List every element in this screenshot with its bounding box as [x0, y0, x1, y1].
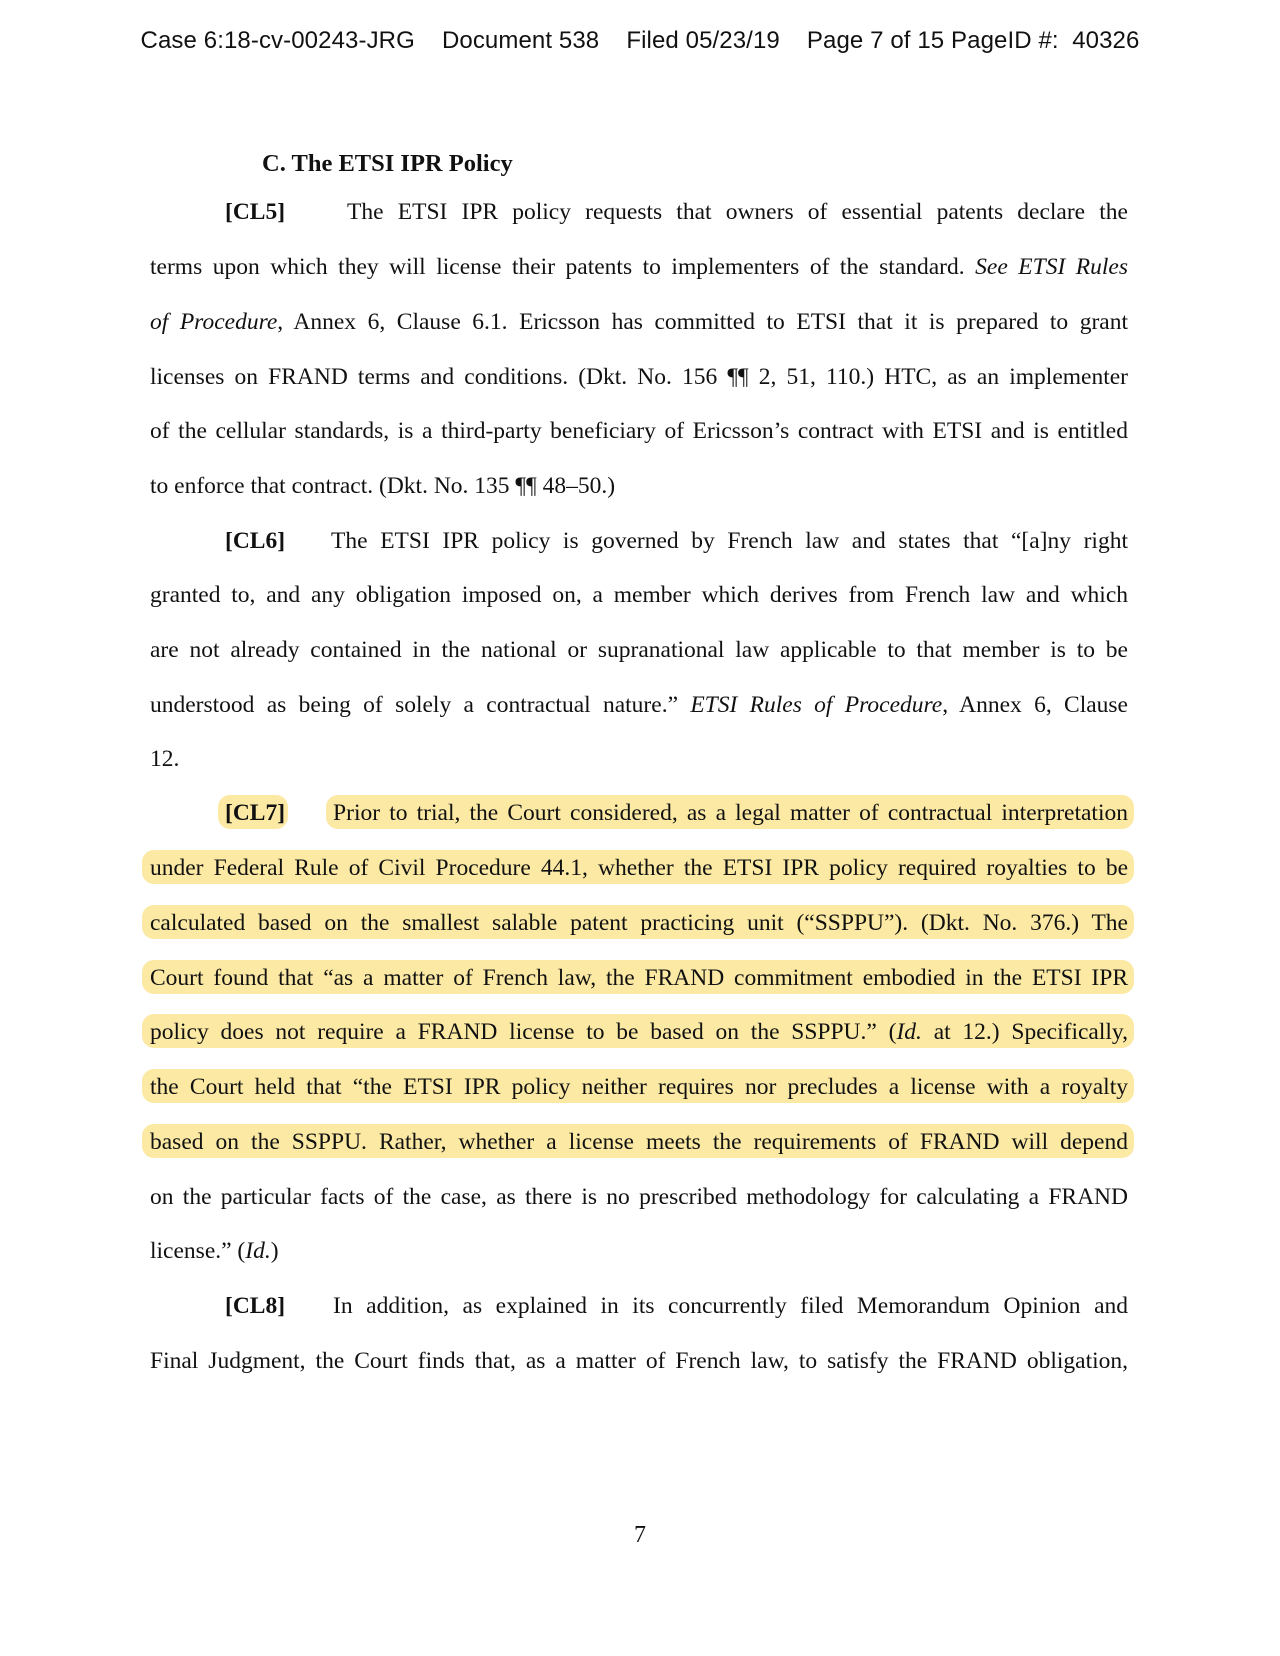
- paragraph-cl5-line-5: of the cellular standards, is a third-party beneficiary of Ericsson’s contract with ETSI and is entitled: [150, 418, 1128, 444]
- case-header: [0, 27, 1280, 55]
- paragraph-cl7-line-5: policy does not require a FRAND license to be based on the SSPPU.” (Id. at 12.) Specifically,: [150, 1019, 1128, 1045]
- paragraph-cl6-line-3: are not already contained in the national or supranational law applicable to that member is to be: [150, 637, 1128, 663]
- paragraph-cl7-line-9: license.” (Id.): [150, 1238, 279, 1264]
- paragraph-cl7-line-2: under Federal Rule of Civil Procedure 44.1, whether the ETSI IPR policy required royalties to be: [150, 855, 1128, 881]
- paragraph-cl5-line-6: to enforce that contract. (Dkt. No. 135 ¶¶ 48–50.): [150, 473, 616, 499]
- paragraph-cl7-line-8: on the particular facts of the case, as there is no prescribed methodology for calculating a FRAND: [150, 1184, 1128, 1210]
- paragraph-cl6-line-5: 12.: [150, 746, 180, 772]
- page-id: PageID #: 40326: [951, 27, 1140, 54]
- paragraph-cl6-line-2: granted to, and any obligation imposed on, a member which derives from French law and which: [150, 582, 1128, 608]
- filed-date: Filed 05/23/19: [626, 27, 780, 54]
- paragraph-label-cl8: [CL8]: [225, 1293, 286, 1319]
- paragraph-cl5-line-4: licenses on FRAND terms and conditions. (Dkt. No. 156 ¶¶ 2, 51, 110.) HTC, as an implementer: [150, 364, 1128, 390]
- paragraph-cl6-line-1: [CL6] The ETSI IPR policy is governed by French law and states that “[a]ny right: [225, 528, 1128, 554]
- page-count: Page 7 of 15: [806, 27, 945, 54]
- paragraph-cl5-line-2: terms upon which they will license their patents to implementers of the standard. See ETSI Rules: [150, 254, 1128, 280]
- case-number: Case 6:18-cv-00243-JRG: [140, 27, 415, 54]
- paragraph-cl5-line-3: of Procedure, Annex 6, Clause 6.1. Ericsson has committed to ETSI that it is prepared to grant: [150, 309, 1128, 335]
- paragraph-cl7-line-1: [CL7] Prior to trial, the Court considered, as a legal matter of contractual interpretation: [225, 800, 1128, 826]
- paragraph-cl5-line-1: [CL5] The ETSI IPR policy requests that owners of essential patents declare the: [225, 199, 1128, 225]
- paragraph-label-cl5: [CL5]: [225, 199, 286, 225]
- page-number: 7: [634, 1522, 646, 1548]
- document-number: Document 538: [441, 27, 600, 54]
- paragraph-label-cl6: [CL6]: [225, 528, 286, 554]
- paragraph-cl6-line-4: understood as being of solely a contractual nature.” ETSI Rules of Procedure, Annex 6, Clause: [150, 692, 1128, 718]
- paragraph-cl8-line-1: [CL8] In addition, as explained in its concurrently filed Memorandum Opinion and: [225, 1293, 1128, 1319]
- paragraph-cl7-line-7: based on the SSPPU. Rather, whether a license meets the requirements of FRAND will depend: [150, 1129, 1128, 1155]
- paragraph-cl7-line-3: calculated based on the smallest salable patent practicing unit (“SSPPU”). (Dkt. No. 376.) The: [150, 910, 1128, 936]
- paragraph-cl7-line-6: the Court held that “the ETSI IPR policy neither requires nor precludes a license with a royalty: [150, 1074, 1128, 1100]
- section-title: C. The ETSI IPR Policy: [262, 150, 513, 177]
- paragraph-cl7-line-4: Court found that “as a matter of French law, the FRAND commitment embodied in the ETSI IPR: [150, 965, 1128, 991]
- paragraph-cl8-line-2: Final Judgment, the Court finds that, as a matter of French law, to satisfy the FRAND obligation,: [150, 1348, 1128, 1374]
- paragraph-label-cl7: [CL7]: [225, 800, 286, 826]
